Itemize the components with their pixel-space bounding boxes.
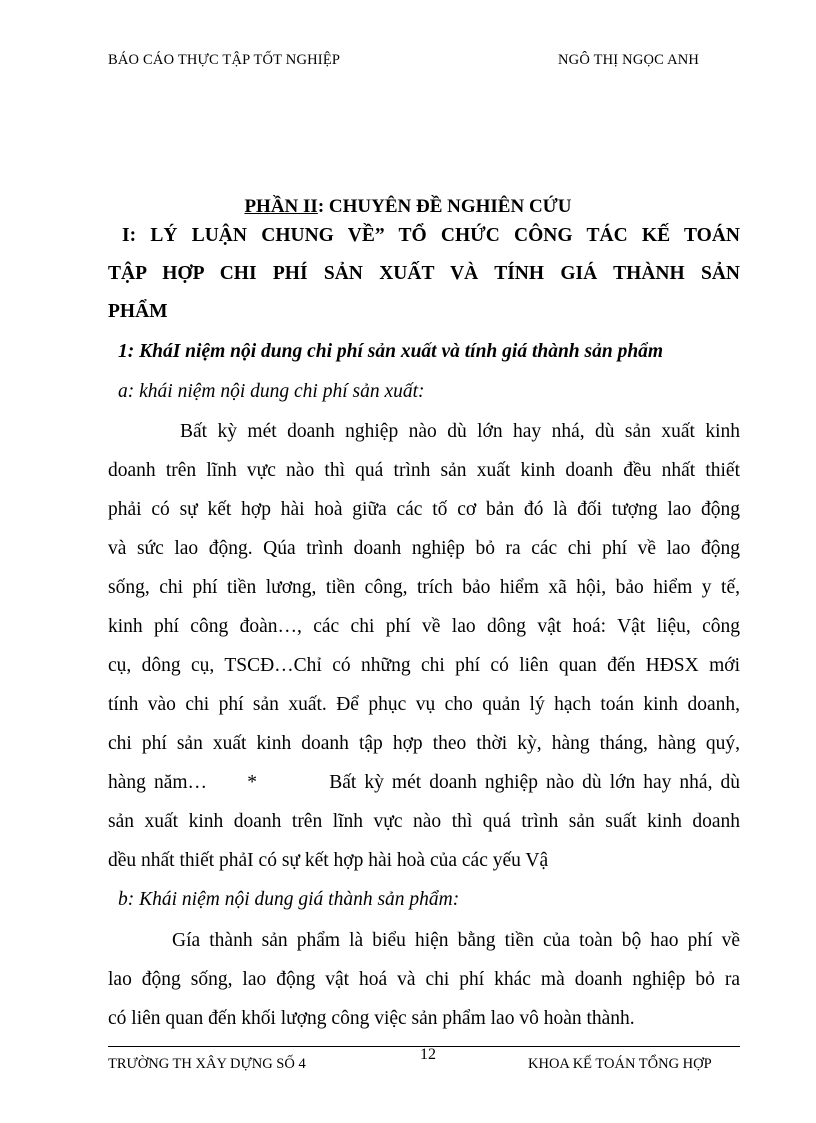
paragraph-a-line: hàng năm… * Bất kỳ mét doanh nghiệp nào dù lớn hay nhá, dù: [108, 772, 740, 793]
page-number: 12: [420, 1046, 436, 1063]
part-title-rest: : CHUYÊN ĐỀ NGHIÊN CỨU: [317, 196, 572, 217]
subheading-a: a: khái niệm nội dung chi phí sản xuất:: [118, 381, 425, 402]
chapter-heading-line-3: PHẨM: [108, 301, 168, 322]
paragraph-a-line: chi phí sản xuất kinh doanh tập hợp theo thời kỳ, hàng tháng, hàng quý,: [108, 733, 740, 754]
paragraph-a-line: sản xuất kinh doanh trên lĩnh vực nào thì quá trình sản suất kinh doanh: [108, 811, 740, 832]
paragraph-a-line: và sức lao động. Qúa trình doanh nghiệp bỏ ra các chi phí về lao động: [108, 538, 740, 559]
subheading-b: b: Khái niệm nội dung giá thành sản phẩm:: [118, 889, 460, 910]
paragraph-a-line: doanh trên lĩnh vực nào thì quá trình sản xuất kinh doanh đều nhất thiết: [108, 460, 740, 481]
chapter-heading-line-2: TẬP HỢP CHI PHÍ SẢN XUẤT VÀ TÍNH GIÁ THÀNH SẢN: [108, 263, 740, 284]
paragraph-a-line: phải có sự kết hợp hài hoà giữa các tố cơ bản đó là đối tượng lao động: [108, 499, 740, 520]
section-heading: 1: KháI niệm nội dung chi phí sản xuất và tính giá thành sản phẩm: [118, 341, 664, 362]
paragraph-a-line: kinh phí công đoàn…, các chi phí về lao dông vật hoá: Vật liệu, công: [108, 616, 740, 637]
footer-department: KHOA KẾ TOÁN TỔNG HỢP: [528, 1056, 712, 1072]
part-title: [0, 196, 816, 218]
header-author: NGÔ THỊ NGỌC ANH: [558, 52, 700, 68]
part-label: PHẦN II: [244, 196, 318, 217]
paragraph-a-line: cụ, dông cụ, TSCĐ…Chỉ có những chi phí có liên quan đến HĐSX mới: [108, 655, 740, 676]
chapter-heading-line-1: I: LÝ LUẬN CHUNG VỀ” TỔ CHỨC CÔNG TÁC KẾ TOÁN: [122, 225, 740, 246]
paragraph-b-line: có liên quan đến khối lượng công việc sản phẩm lao vô hoàn thành.: [108, 1008, 635, 1029]
paragraph-b-line: lao động sống, lao động vật hoá và chi phí khác mà doanh nghiệp bỏ ra: [108, 969, 740, 990]
paragraph-a-line: tính vào chi phí sản xuất. Để phục vụ cho quản lý hạch toán kinh doanh,: [108, 694, 740, 715]
paragraph-a-line: dều nhất thiết phảI có sự kết hợp hài hoà của các yếu Vậ: [108, 850, 549, 871]
paragraph-a-line: sống, chi phí tiền lương, tiền công, trích bảo hiểm xã hội, bảo hiểm y tế,: [108, 577, 740, 598]
paragraph-a-line: Bất kỳ mét doanh nghiệp nào dù lớn hay nhá, dù sản xuất kinh: [180, 421, 740, 442]
footer-school: TRƯỜNG TH XÂY DỰNG SỐ 4: [108, 1056, 306, 1072]
paragraph-b-line: Gía thành sản phẩm là biểu hiện bằng tiền của toàn bộ hao phí về: [172, 930, 740, 951]
header-school-report: BÁO CÁO THỰC TẬP TỐT NGHIỆP: [108, 52, 341, 68]
